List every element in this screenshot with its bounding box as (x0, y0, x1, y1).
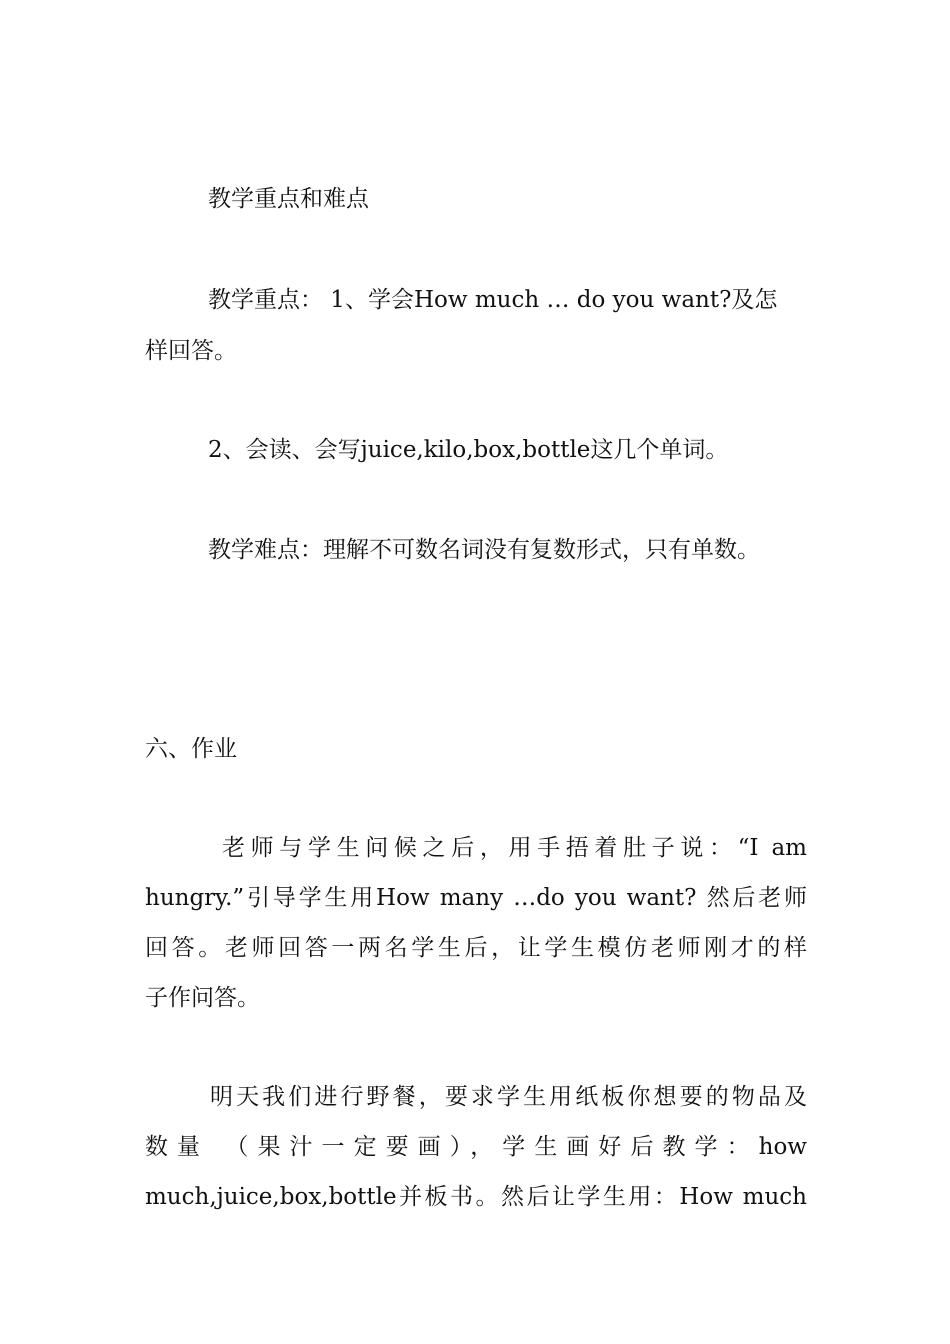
paragraph-2-line-2: 数量 （果汁一定要画），学生画好后教学：how (145, 1134, 807, 1160)
paragraph-1-line-2: hungry.”引导学生用How many …do you want? 然后老师 (145, 885, 807, 911)
heading-key-points: 教学重点和难点 (208, 186, 369, 212)
key-point-2: 2、会读、会写juice,kilo,box,bottle这几个单词。 (208, 437, 729, 463)
difficult-point: 教学难点：理解不可数名词没有复数形式，只有单数。 (208, 537, 760, 563)
paragraph-1-line-1: 老师与学生问候之后，用手捂着肚子说：“I am (222, 835, 807, 861)
paragraph-1-line-3: 回答。老师回答一两名学生后，让学生模仿老师刚才的样 (145, 935, 807, 961)
paragraph-2-line-1: 明天我们进行野餐，要求学生用纸板你想要的物品及 (210, 1084, 807, 1110)
key-point-1-line-2: 样回答。 (145, 338, 237, 364)
paragraph-1-line-4: 子作问答。 (145, 985, 260, 1011)
key-point-1-line-1: 教学重点： 1、学会How much … do you want?及怎 (208, 287, 778, 313)
paragraph-2-line-3: much,juice,box,bottle并板书。然后让学生用：How much (145, 1184, 807, 1210)
section-homework: 六、作业 (145, 736, 237, 762)
